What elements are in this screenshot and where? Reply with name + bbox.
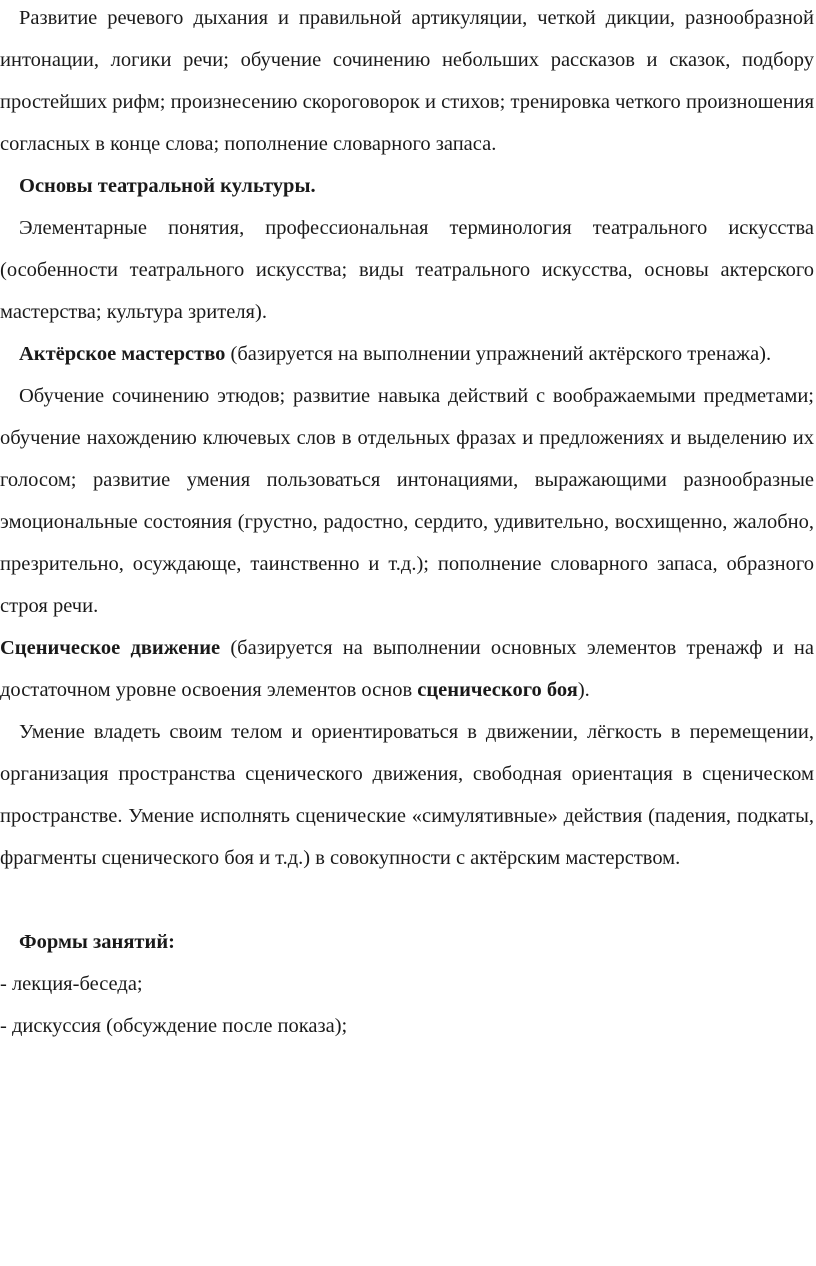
acting-description: (базируется на выполнении упражнений актёрского тренажа).: [225, 343, 772, 365]
term-stage-movement: Сценическое движение: [0, 637, 221, 659]
paragraph-etudes: Обучение сочинению этюдов; развитие навыка действий с воображаемыми предметами; обучение нахождению ключевых слов в отдельных фразах и предложениях и выделению их голосом; развитие умения пользоваться интонациями, выражающими разнообразные эмоциональные состояния (грустно, радостно, сердито, удивительно, восхищенно, жалобно, презрительно, осуждающе, таинственно и т.д.); пополнение словарного запаса, образного строя речи.: [0, 385, 814, 617]
term-acting: Актёрское мастерство: [19, 343, 226, 365]
list-item: - дискуссия (обсуждение после показа);: [0, 1015, 348, 1037]
heading-lesson-forms: Формы занятий:: [19, 931, 175, 953]
stage-movement-end: ).: [577, 679, 590, 701]
paragraph-speech-development: Развитие речевого дыхания и правильной артикуляции, четкой дикции, разнообразной интонации, логики речи; обучение сочинению небольших рассказов и сказок, подбору простейших рифм; произнесению скороговорок и стихов; тренировка четкого произношения согласных в конце слова; пополнение словарного запаса.: [0, 7, 814, 155]
paragraph-body-control: Умение владеть своим телом и ориентироваться в движении, лёгкость в перемещении, организация пространства сценического движения, свободная ориентация в сценическом пространстве. Умение исполнять сценические «симулятивные» действия (падения, подкаты, фрагменты сценического боя и т.д.) в совокупности с актёрским мастерством.: [0, 721, 814, 869]
paragraph-acting: [0, 333, 814, 375]
paragraph-stage-movement: [0, 627, 814, 711]
term-stage-combat: сценического боя: [417, 679, 578, 701]
blank-line: [0, 879, 814, 921]
paragraph-theatre-terms: Элементарные понятия, профессиональная терминология театрального искусства (особенности театрального искусства; виды театрального искусства, основы актерского мастерства; культура зрителя).: [0, 217, 814, 323]
heading-theatre-culture: Основы театральной культуры.: [19, 175, 316, 197]
stage-movement-description: (базируется на выполнении основных элементов тренажф и на достаточном уровне освоения элементов основ: [0, 637, 814, 701]
list-item: - лекция-беседа;: [0, 973, 143, 995]
